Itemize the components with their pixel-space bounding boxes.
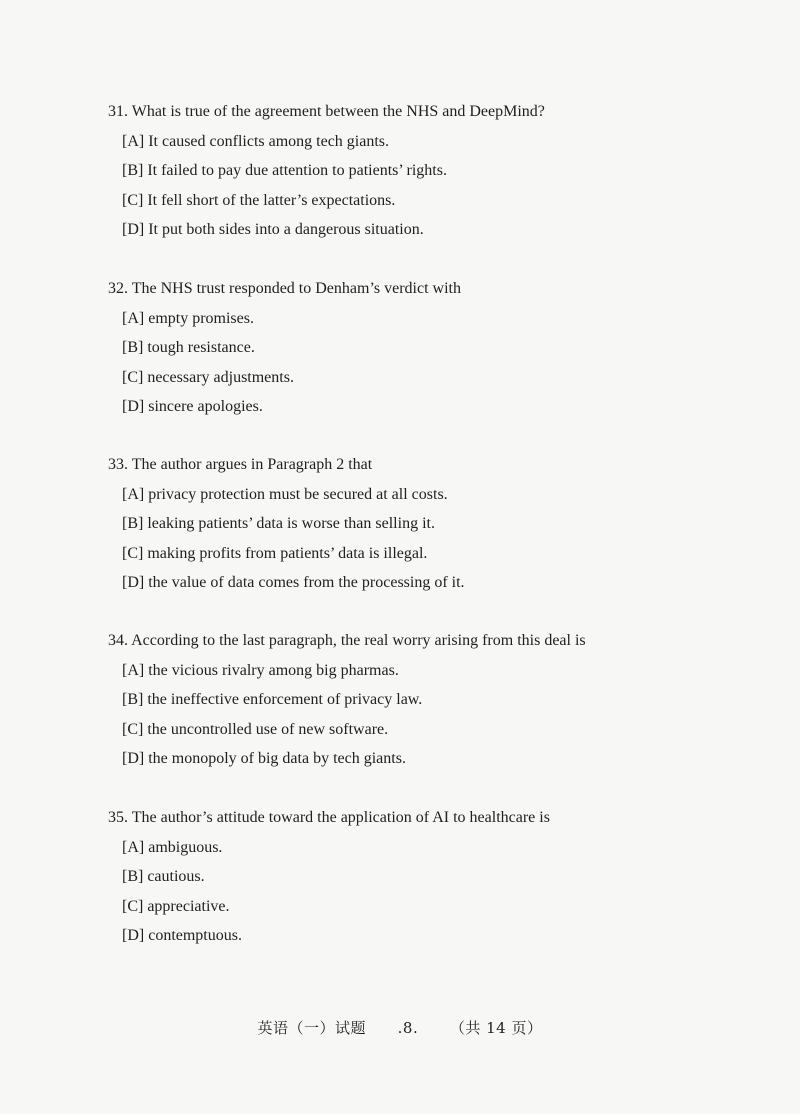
- option-d: [D] sincere apologies.: [122, 398, 263, 415]
- question-stem: 33. The author argues in Paragraph 2 that: [108, 456, 373, 473]
- question-35: [108, 808, 748, 946]
- page-footer: [0, 1018, 800, 1038]
- option-b: [B] tough resistance.: [122, 339, 255, 356]
- option-b: [B] leaking patients’ data is worse than selling it.: [122, 515, 435, 532]
- option-d: [D] the value of data comes from the processing of it.: [122, 574, 465, 591]
- option-a: [A] It caused conflicts among tech giants.: [122, 132, 390, 150]
- option-b: [B] the ineffective enforcement of privacy law.: [122, 691, 423, 708]
- option-d: [D] contemptuous.: [122, 927, 242, 944]
- option-c: [C] making profits from patients’ data is illegal.: [122, 544, 428, 562]
- footer-page-number: .8.: [397, 1019, 419, 1037]
- option-a: [A] ambiguous.: [122, 838, 223, 856]
- question-33: [108, 455, 748, 593]
- question-32: [108, 279, 748, 417]
- option-a: [A] privacy protection must be secured at all costs.: [122, 485, 448, 503]
- footer-subject: 英语（一）试题: [257, 1019, 367, 1037]
- option-b: [B] cautious.: [122, 868, 205, 885]
- question-stem: 35. The author’s attitude toward the application of AI to healthcare is: [108, 809, 550, 826]
- option-c: [C] necessary adjustments.: [122, 368, 294, 386]
- option-d: [D] It put both sides into a dangerous situation.: [122, 221, 424, 238]
- option-c: [C] appreciative.: [122, 897, 230, 915]
- question-34: [108, 631, 748, 769]
- footer-total-pages: （共 14 页）: [449, 1019, 543, 1037]
- question-31: [108, 102, 748, 240]
- question-stem: 32. The NHS trust responded to Denham’s verdict with: [108, 280, 461, 297]
- question-stem: 34. According to the last paragraph, the real worry arising from this deal is: [108, 632, 586, 649]
- option-c: [C] the uncontrolled use of new software.: [122, 720, 389, 738]
- option-d: [D] the monopoly of big data by tech giants.: [122, 750, 406, 767]
- option-a: [A] empty promises.: [122, 309, 254, 327]
- option-a: [A] the vicious rivalry among big pharmas.: [122, 661, 399, 679]
- option-c: [C] It fell short of the latter’s expectations.: [122, 191, 396, 209]
- question-stem: 31. What is true of the agreement between the NHS and DeepMind?: [108, 103, 545, 120]
- option-b: [B] It failed to pay due attention to patients’ rights.: [122, 162, 447, 179]
